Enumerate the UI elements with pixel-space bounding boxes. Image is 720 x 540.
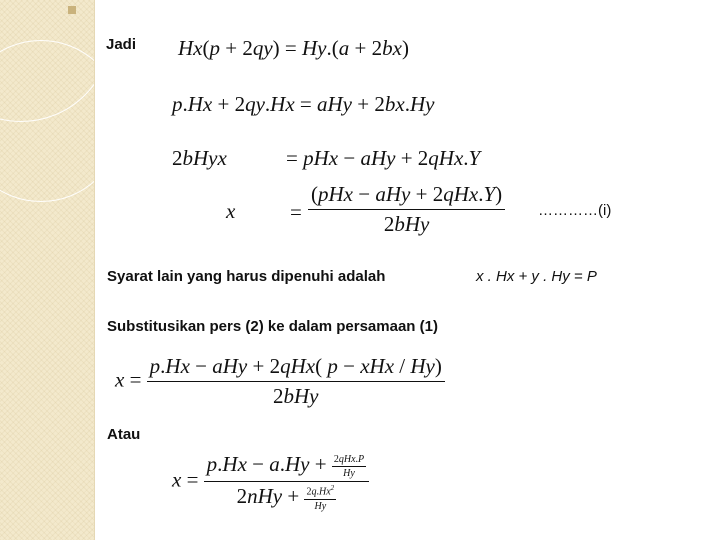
- equation-3-rhs: = pHx − aHy + 2qHx.Y: [286, 146, 481, 170]
- equation-5: x = $\frac{\text{p.Hx − aHy + 2qHx( p − xHx / Hy)}}{\text{2bHy}}$: [115, 354, 445, 409]
- decorative-corner-square: [68, 6, 76, 14]
- equation-2: p.Hx + 2qy.Hx = aHy + 2bx.Hy: [172, 92, 435, 116]
- label-syarat: Syarat lain yang harus dipenuhi adalah: [107, 268, 386, 285]
- equation-3-lhs: 2bHyx: [172, 146, 227, 170]
- equation-tag: …………(i): [538, 202, 612, 219]
- decorative-sidebar: [0, 0, 94, 540]
- label-jadi: Jadi: [106, 36, 137, 53]
- label-atau: Atau: [107, 426, 141, 443]
- equation-1: Hx(p + 2qy) = Hy.(a + 2bx): [178, 36, 409, 60]
- sidebar-divider: [94, 0, 95, 540]
- syarat-equation: x . Hx + y . Hy = P: [476, 268, 597, 285]
- label-substitusi: Substitusikan pers (2) ke dalam persamaan (1): [107, 318, 438, 335]
- equation-4-eq: =: [290, 200, 302, 224]
- equation-4-fraction: $\frac{\text{(pHx − aHy + 2qHx.Y)}}{\text{2bHy}}$: [308, 182, 505, 237]
- equation-6: x = p.Hx − a.Hy + 2qHx.P Hy 2nHy + $\frac{2q.Hx^2}{Hy}$: [172, 452, 369, 512]
- equation-4-x: x: [226, 199, 236, 223]
